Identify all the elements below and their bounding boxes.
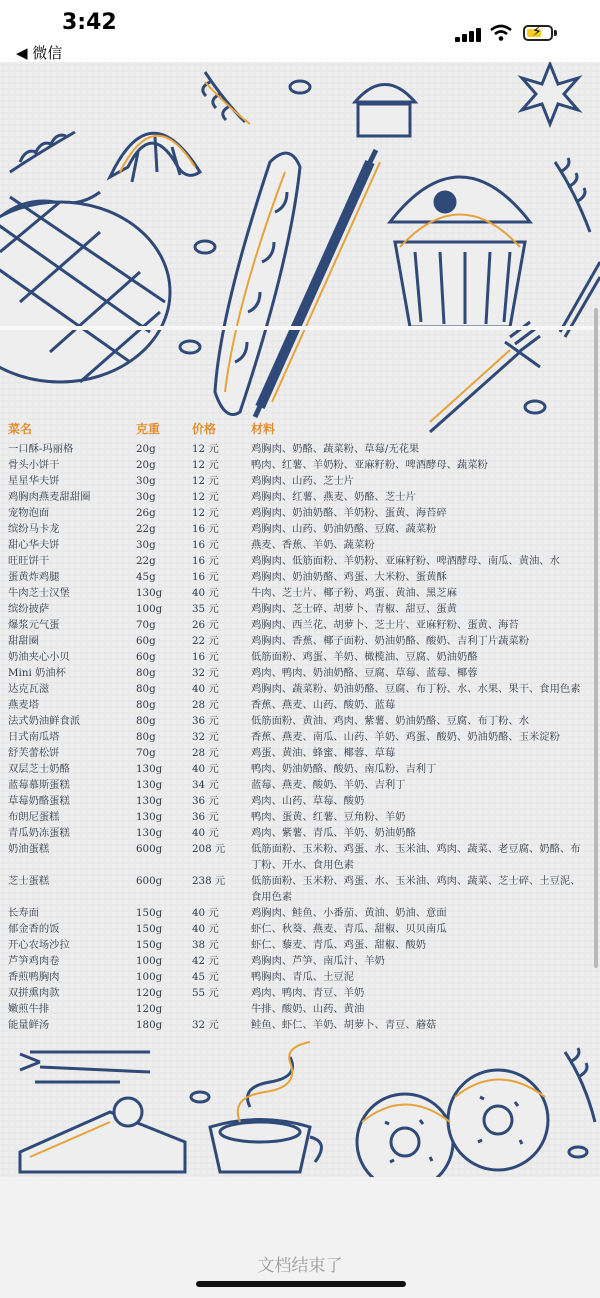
dish-ingredients: 鸭肉、红薯、羊奶粉、亚麻籽粉、啤酒酵母、蔬菜粉	[251, 459, 488, 471]
dish-ingredients: 鸡胸肉、芦笋、南瓜汁、羊奶	[251, 955, 385, 967]
dish-price: 35 元	[192, 603, 219, 615]
dish-ingredients: 牛肉、芝士片、椰子粉、鸡蛋、黄油、黑芝麻	[251, 587, 457, 599]
dish-weight: 180g	[136, 1019, 163, 1031]
dish-price: 36 元	[192, 811, 219, 823]
menu-row	[8, 665, 593, 681]
dish-name: 能量鲜汤	[8, 1019, 50, 1031]
clock: 3:42	[62, 10, 117, 35]
dish-price: 16 元	[192, 523, 219, 535]
dish-name: 双拼熏肉款	[8, 987, 60, 999]
dish-weight: 22g	[136, 523, 156, 535]
dish-ingredients: 鸭肉、奶油奶酪、酸奶、南瓜粉、吉利丁	[251, 763, 437, 775]
dish-ingredients: 鸡蛋、黄油、蜂蜜、椰蓉、草莓	[251, 747, 396, 759]
dish-ingredients: 鸡胸肉、蔬菜粉、奶油奶酪、豆腐、布丁粉、水、水果、果干、食用色素	[251, 683, 581, 695]
dish-ingredients: 牛排、酸奶、山药、黄油	[251, 1003, 365, 1015]
menu-row	[8, 585, 593, 601]
dish-name: 甜心华夫饼	[8, 539, 60, 551]
dish-name: 蛋黄炸鸡腿	[8, 571, 60, 583]
menu-rows	[8, 441, 593, 1033]
dish-ingredients: 鸡胸肉、香蕉、椰子面粉、奶油奶酪、酸奶、吉利丁片蔬菜粉	[251, 635, 530, 647]
dish-weight: 100g	[136, 603, 163, 615]
document-end-label: 文档结束了	[257, 1256, 343, 1276]
dish-weight: 70g	[136, 747, 156, 759]
dish-weight: 600g	[136, 875, 163, 887]
battery-cap	[554, 30, 557, 36]
dish-weight: 130g	[136, 811, 163, 823]
dish-weight: 60g	[136, 651, 156, 663]
dish-weight: 26g	[136, 507, 156, 519]
menu-row	[8, 953, 593, 969]
page-seam	[0, 326, 600, 330]
dish-ingredients: 鸡胸肉、芝士碎、胡萝卜、青椒、甜豆、蛋黄	[251, 603, 457, 615]
dish-weight: 30g	[136, 491, 156, 503]
dish-weight: 150g	[136, 907, 163, 919]
menu-row	[8, 1017, 593, 1033]
menu-row	[8, 633, 593, 649]
dish-name: 燕麦塔	[8, 699, 39, 711]
cellular-signal-icon	[455, 28, 483, 42]
menu-row	[8, 745, 593, 761]
menu-row	[8, 809, 593, 825]
dish-weight: 20g	[136, 459, 156, 471]
dish-weight: 120g	[136, 987, 163, 999]
dish-ingredients: 燕麦、香蕉、羊奶、蔬菜粉	[251, 539, 375, 551]
dish-price: 28 元	[192, 699, 219, 711]
dish-weight: 600g	[136, 843, 163, 855]
dish-ingredients: 鸡肉、鸭肉、青豆、羊奶	[251, 987, 365, 999]
dish-weight: 60g	[136, 635, 156, 647]
dish-price: 16 元	[192, 651, 219, 663]
dish-ingredients: 鸡胸肉、山药、奶油奶酪、豆腐、蔬菜粉	[251, 523, 437, 535]
dish-name: 法式奶油鲜食派	[8, 715, 81, 727]
dish-weight: 30g	[136, 475, 156, 487]
dish-name: 一口酥-玛丽格	[8, 443, 74, 455]
dish-weight: 22g	[136, 555, 156, 567]
dish-weight: 30g	[136, 539, 156, 551]
dish-ingredients: 鸡胸肉、低筋面粉、羊奶粉、亚麻籽粉、啤酒酵母、南瓜、黄油、水	[251, 555, 560, 567]
dish-weight: 20g	[136, 443, 156, 455]
dish-price: 34 元	[192, 779, 219, 791]
dish-ingredients: 鸡胸肉、奶油奶酪、羊奶粉、蛋黄、海苔碎	[251, 507, 447, 519]
dish-name: 日式南瓜塔	[8, 731, 60, 743]
menu-row	[8, 825, 593, 841]
dish-name: 蓝莓慕斯蛋糕	[8, 779, 70, 791]
dish-price: 238 元	[192, 875, 226, 887]
dish-price: 12 元	[192, 459, 219, 471]
dish-name: 缤纷马卡龙	[8, 523, 60, 535]
header-dish-name: 菜名	[8, 422, 33, 436]
dish-weight: 80g	[136, 699, 156, 711]
dish-name: 甜甜圈	[8, 635, 39, 647]
dish-price: 40 元	[192, 587, 219, 599]
dish-name: 星星华夫饼	[8, 475, 60, 487]
dish-name: 舒芙蕾松饼	[8, 747, 60, 759]
dish-name: 青瓜奶冻蛋糕	[8, 827, 70, 839]
menu-row	[8, 713, 593, 729]
dish-ingredients: 低筋面粉、鸡蛋、羊奶、橄榄油、豆腐、奶油奶酪	[251, 651, 478, 663]
document-end-footer	[0, 1177, 600, 1298]
dish-name: 双层芝士奶酪	[8, 763, 70, 775]
home-indicator[interactable]	[196, 1281, 406, 1287]
dish-ingredients: 低筋面粉、黄油、鸡肉、紫薯、奶油奶酪、豆腐、布丁粉、水	[251, 715, 530, 727]
dish-price: 55 元	[192, 987, 219, 999]
menu-row	[8, 841, 593, 873]
dish-price: 32 元	[192, 1019, 219, 1031]
dish-price: 12 元	[192, 507, 219, 519]
dish-weight: 130g	[136, 587, 163, 599]
dish-weight: 80g	[136, 683, 156, 695]
menu-row	[8, 649, 593, 665]
menu-row	[8, 681, 593, 697]
dish-weight: 150g	[136, 923, 163, 935]
menu-row	[8, 937, 593, 953]
dish-name: 旺旺饼干	[8, 555, 50, 567]
menu-row	[8, 905, 593, 921]
scroll-indicator[interactable]	[594, 308, 598, 968]
menu-row	[8, 441, 593, 457]
dish-price: 36 元	[192, 795, 219, 807]
menu-row	[8, 489, 593, 505]
dish-ingredients: 低筋面粉、玉米粉、鸡蛋、水、玉米油、鸡肉、蔬菜、芝士碎、土豆泥、食用色素	[251, 875, 581, 903]
menu-row	[8, 505, 593, 521]
dish-name: 草莓奶酪蛋糕	[8, 795, 70, 807]
dish-name: 宠物泡面	[8, 507, 50, 519]
menu-row	[8, 553, 593, 569]
wifi-icon	[490, 24, 512, 42]
dish-ingredients: 虾仁、秋葵、燕麦、青瓜、甜椒、贝贝南瓜	[251, 923, 447, 935]
menu-row	[8, 873, 593, 905]
dish-price	[192, 1001, 251, 1017]
dish-weight: 130g	[136, 827, 163, 839]
menu-row	[8, 521, 593, 537]
dish-name: 骨头小饼干	[8, 459, 60, 471]
menu-row	[8, 793, 593, 809]
dish-name: 布朗尼蛋糕	[8, 811, 60, 823]
dish-ingredients: 鸡胸肉、奶油奶酪、鸡蛋、大米粉、蛋黄酥	[251, 571, 447, 583]
back-to-wechat-button[interactable]: ◀ 微信	[16, 44, 63, 62]
dish-name: 芝士蛋糕	[8, 875, 50, 887]
dish-weight: 150g	[136, 939, 163, 951]
header-price: 价格	[192, 422, 217, 436]
dish-weight: 100g	[136, 955, 163, 967]
menu-table	[8, 420, 593, 1033]
dish-ingredients: 低筋面粉、玉米粉、鸡蛋、水、玉米油、鸡肉、蔬菜、老豆腐、奶酪、布丁粉、开水、食用色素	[251, 843, 581, 871]
menu-row	[8, 617, 593, 633]
dish-weight: 80g	[136, 667, 156, 679]
dish-name: 达克瓦滋	[8, 683, 50, 695]
dish-name: 缤纷披萨	[8, 603, 50, 615]
dish-price: 26 元	[192, 619, 219, 631]
dish-price: 32 元	[192, 731, 219, 743]
dish-price: 40 元	[192, 683, 219, 695]
battery-icon: ⚡	[523, 25, 553, 41]
menu-row	[8, 569, 593, 585]
dish-price: 12 元	[192, 491, 219, 503]
dish-ingredients: 鲑鱼、虾仁、羊奶、胡萝卜、青豆、蘑菇	[251, 1019, 437, 1031]
menu-header-row	[8, 420, 593, 438]
menu-row	[8, 921, 593, 937]
menu-row	[8, 985, 593, 1001]
menu-row	[8, 473, 593, 489]
dish-price: 16 元	[192, 555, 219, 567]
dish-name: 奶油蛋糕	[8, 843, 50, 855]
document-viewer[interactable]	[0, 62, 600, 1177]
dish-price: 45 元	[192, 971, 219, 983]
header-ingredients: 材料	[251, 422, 276, 436]
status-bar	[0, 0, 600, 62]
dish-weight: 130g	[136, 779, 163, 791]
dish-name: 芦笋鸡肉卷	[8, 955, 60, 967]
menu-row	[8, 457, 593, 473]
menu-row	[8, 601, 593, 617]
dish-price: 28 元	[192, 747, 219, 759]
dish-ingredients: 鸡肉、鸭肉、奶油奶酪、豆腐、草莓、蓝莓、椰蓉	[251, 667, 478, 679]
dish-name: Mini 奶油杯	[8, 667, 66, 679]
dish-name: 郁金香的饭	[8, 923, 60, 935]
dish-price: 22 元	[192, 635, 219, 647]
menu-row	[8, 761, 593, 777]
menu-row	[8, 697, 593, 713]
menu-row	[8, 729, 593, 745]
dish-price: 40 元	[192, 827, 219, 839]
dish-ingredients: 香蕉、燕麦、山药、酸奶、蓝莓	[251, 699, 396, 711]
dish-weight: 130g	[136, 795, 163, 807]
dish-price: 40 元	[192, 763, 219, 775]
dish-price: 12 元	[192, 475, 219, 487]
dish-weight: 70g	[136, 619, 156, 631]
dish-price: 38 元	[192, 939, 219, 951]
dish-price: 36 元	[192, 715, 219, 727]
dish-price: 16 元	[192, 539, 219, 551]
dish-price: 32 元	[192, 667, 219, 679]
dish-name: 开心农场沙拉	[8, 939, 70, 951]
dish-weight: 120g	[136, 1003, 163, 1015]
dish-weight: 80g	[136, 715, 156, 727]
dish-name: 爆浆元气蛋	[8, 619, 60, 631]
menu-row	[8, 537, 593, 553]
dish-ingredients: 鸡肉、紫薯、青瓜、羊奶、奶油奶酪	[251, 827, 416, 839]
dish-price: 42 元	[192, 955, 219, 967]
dish-ingredients: 鸡胸肉、西兰花、胡萝卜、芝士片、亚麻籽粉、蛋黄、海苔	[251, 619, 519, 631]
dish-ingredients: 鸡胸肉、鲑鱼、小番茄、黄油、奶油、意面	[251, 907, 447, 919]
dish-ingredients: 鸭肉、蛋黄、红薯、豆角粉、羊奶	[251, 811, 406, 823]
dish-weight: 45g	[136, 571, 156, 583]
header-weight: 克重	[136, 422, 161, 436]
dish-ingredients: 鸡肉、山药、草莓、酸奶	[251, 795, 365, 807]
dish-ingredients: 虾仁、藜麦、青瓜、鸡蛋、甜椒、酸奶	[251, 939, 427, 951]
dish-ingredients: 鸡胸肉、山药、芝士片	[251, 475, 354, 487]
dish-name: 长寿面	[8, 907, 39, 919]
dish-price: 12 元	[192, 443, 219, 455]
menu-row	[8, 1001, 593, 1017]
dish-price: 16 元	[192, 571, 219, 583]
dish-price: 40 元	[192, 907, 219, 919]
menu-row	[8, 969, 593, 985]
dish-name: 嫩煎牛排	[8, 1003, 50, 1015]
dish-weight: 130g	[136, 763, 163, 775]
dish-name: 牛肉芝士汉堡	[8, 587, 70, 599]
dish-ingredients: 香蕉、燕麦、南瓜、山药、羊奶、鸡蛋、酸奶、奶油奶酪、玉米淀粉	[251, 731, 560, 743]
dish-name: 奶油夹心小贝	[8, 651, 70, 663]
dish-name: 香煎鸭胸肉	[8, 971, 60, 983]
dish-weight: 80g	[136, 731, 156, 743]
dish-ingredients: 鸭胸肉、青瓜、土豆泥	[251, 971, 354, 983]
dish-weight: 100g	[136, 971, 163, 983]
dish-price: 208 元	[192, 843, 226, 855]
dish-ingredients: 蓝莓、燕麦、酸奶、羊奶、吉利丁	[251, 779, 406, 791]
dish-price: 40 元	[192, 923, 219, 935]
dish-name: 鸡胸肉燕麦甜甜圈	[8, 491, 91, 503]
dish-ingredients: 鸡胸肉、红薯、燕麦、奶酪、芝士片	[251, 491, 416, 503]
dish-ingredients: 鸡胸肉、奶酪、蔬菜粉、草莓/无花果	[251, 443, 420, 455]
menu-row	[8, 777, 593, 793]
